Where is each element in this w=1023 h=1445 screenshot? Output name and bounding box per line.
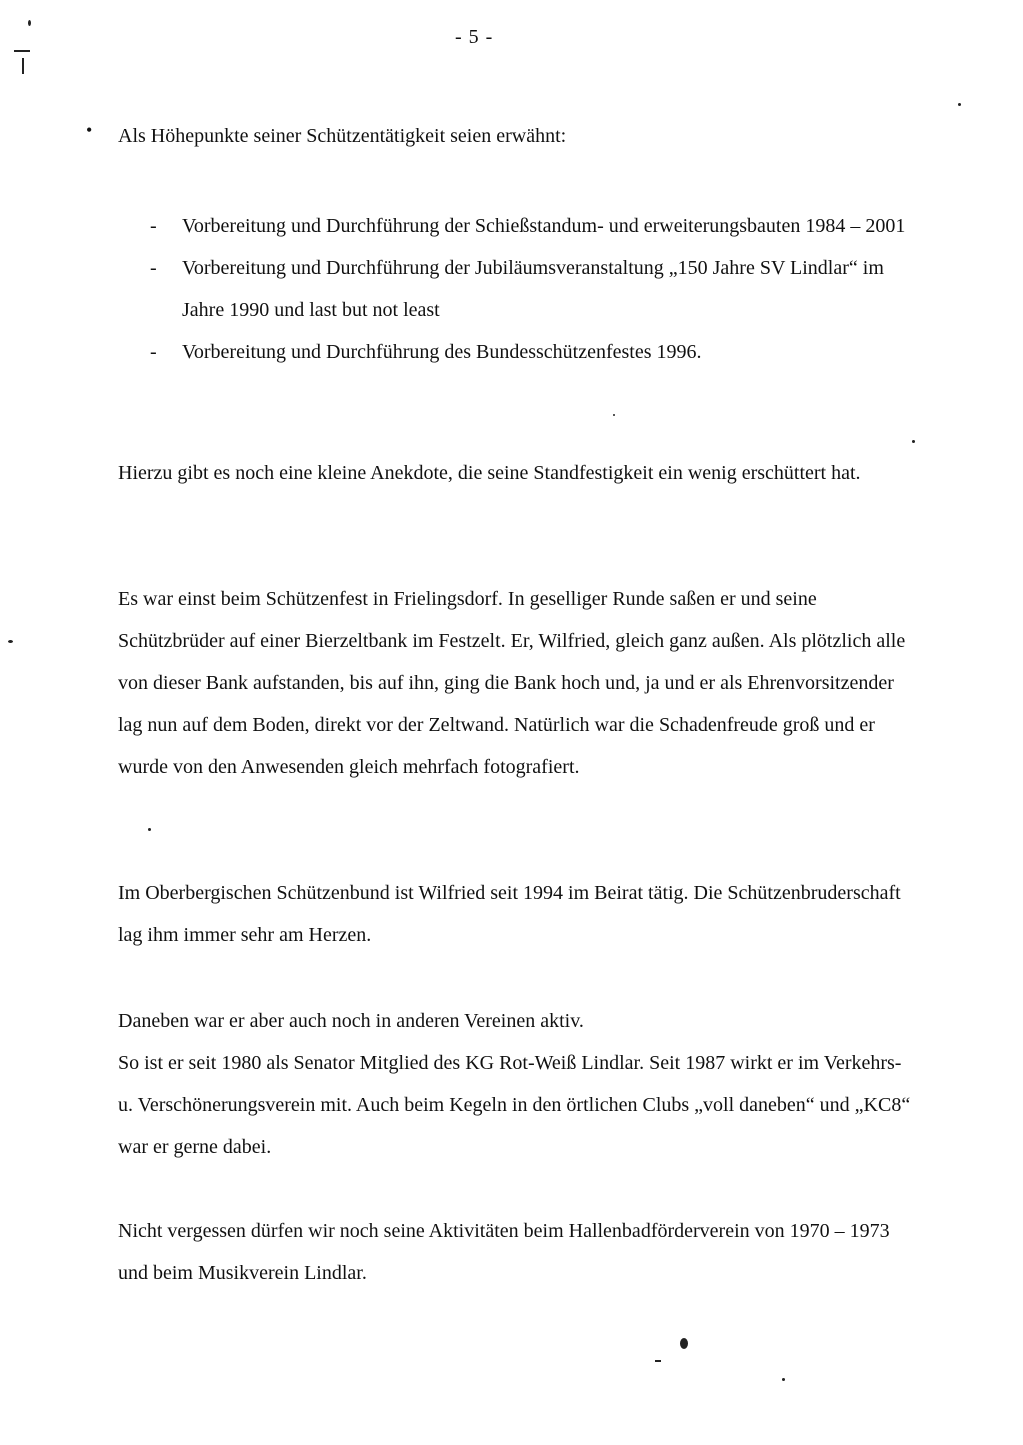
- bullet-mark: •: [86, 120, 93, 140]
- paragraph-other-clubs: [118, 1000, 918, 1168]
- scan-speck: [958, 103, 961, 106]
- scan-speck: [782, 1378, 785, 1381]
- scan-speck: [28, 20, 31, 26]
- scan-speck: [613, 414, 615, 416]
- list-item: [150, 205, 910, 247]
- paragraph-line: Daneben war er aber auch noch in anderen Vereinen aktiv.: [118, 1010, 584, 1032]
- list-marker: -: [150, 257, 157, 279]
- list-item: [150, 247, 910, 331]
- scan-speck: [680, 1338, 688, 1349]
- scan-speck: [148, 828, 151, 831]
- list-item-text: Vorbereitung und Durchführung der Schießstandum- und erweiterungsbauten 1984 – 2001: [182, 215, 906, 237]
- scan-speck: [8, 640, 13, 643]
- scan-speck: [14, 50, 30, 52]
- paragraph-text: So ist er seit 1980 als Senator Mitglied des KG Rot-Weiß Lindlar. Seit 1987 wirkt er im Verkehrs- u. Verschönerungsverein mit. Auch beim Kegeln in den örtlichen Clubs „voll daneben“ und „KC8“ war er gerne dabei.: [118, 1052, 911, 1158]
- scan-speck: [655, 1360, 661, 1362]
- list-item-text: Vorbereitung und Durchführung des Bundesschützenfestes 1996.: [182, 341, 702, 363]
- paragraph-schuetzenbund: Im Oberbergischen Schützenbund ist Wilfried seit 1994 im Beirat tätig. Die Schützenbruderschaft lag ihm immer sehr am Herzen.: [118, 882, 901, 946]
- list-marker: -: [150, 341, 157, 363]
- list-marker: -: [150, 215, 157, 237]
- page-number: - 5 -: [455, 26, 494, 48]
- paragraph-anecdote: Es war einst beim Schützenfest in Frielingsdorf. In geselliger Runde saßen er und seine Schützbrüder auf einer Bierzeltbank im Festzelt. Er, Wilfried, gleich ganz außen. Als plötzlich alle von dieser Bank aufstanden, bis auf ihn, ging die Bank hoch und, ja und er als Ehrenvorsitzender lag nun auf dem Boden, direkt vor der Zeltwand. Natürlich war die Schadenfreude groß und er wurde von den Anwesenden gleich mehrfach fotografiert.: [118, 588, 906, 778]
- list-item-text: Vorbereitung und Durchführung der Jubiläumsveranstaltung „150 Jahre SV Lindlar“ im Jahre 1990 und last but not least: [182, 257, 884, 321]
- list-item: [150, 331, 910, 373]
- paragraph-further-activities: Nicht vergessen dürfen wir noch seine Aktivitäten beim Hallenbadförderverein von 1970 – 1973 und beim Musikverein Lindlar.: [118, 1220, 890, 1284]
- scan-speck: [912, 440, 915, 443]
- highlights-list: [150, 205, 910, 373]
- paragraph-anecdote-intro: Hierzu gibt es noch eine kleine Anekdote, die seine Standfestigkeit ein wenig erschüttert hat.: [118, 462, 861, 484]
- scan-speck: [22, 58, 24, 74]
- intro-line: Als Höhepunkte seiner Schützentätigkeit seien erwähnt:: [118, 125, 567, 147]
